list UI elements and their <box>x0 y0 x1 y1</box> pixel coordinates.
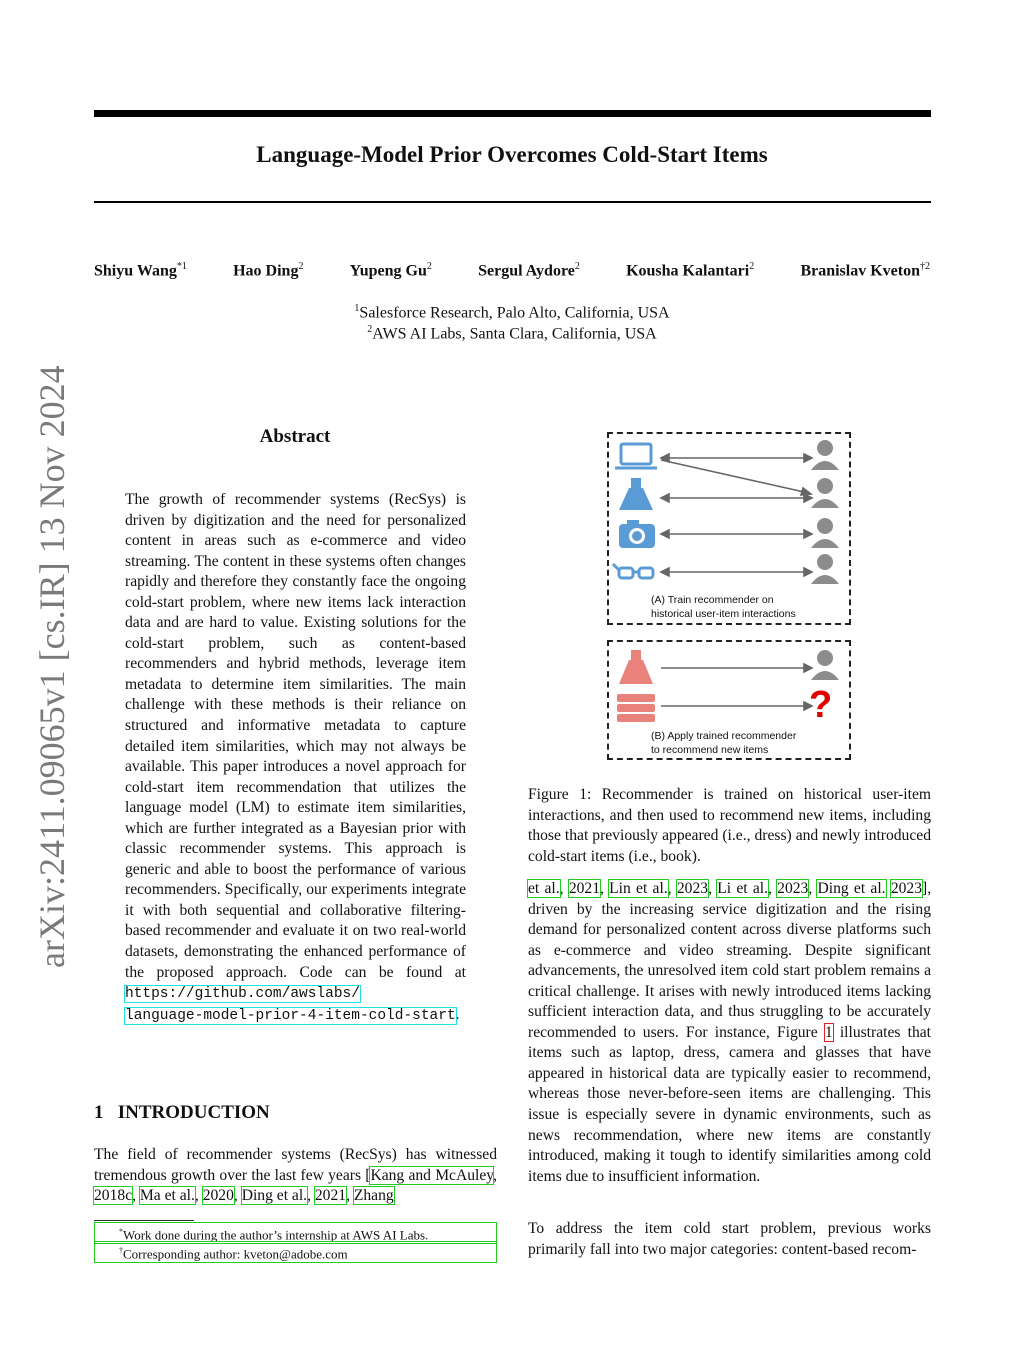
footnote-rule <box>94 1220 194 1221</box>
unknown-user-question-mark: ? <box>809 684 833 726</box>
user-icon <box>811 650 839 680</box>
citation-link[interactable]: Lin et al. <box>609 880 668 897</box>
citation-link[interactable]: 2021 <box>314 1187 347 1205</box>
author: Hao Ding$^2$ <box>233 261 304 280</box>
figure-reference-link[interactable]: 1 <box>824 1023 833 1041</box>
user-icons <box>811 440 839 584</box>
panel-b <box>607 640 851 760</box>
section-heading: 1 INTRODUCTION <box>94 1102 270 1123</box>
citation-link[interactable]: 2023 <box>890 880 923 897</box>
affiliation: $^2$AWS AI Labs, Santa Clara, California, USA <box>367 324 657 343</box>
author: Yupeng Gu$^2$ <box>349 261 432 280</box>
citation-link[interactable]: Ding et al. <box>241 1187 308 1205</box>
author: Shiyu Wang$^{*1}$ <box>94 261 187 280</box>
footnote[interactable]: *Work done during the author’s internship at AWS AI Labs. <box>94 1222 497 1244</box>
panel-b-caption: (B) Apply trained recommender to recommend new items <box>651 730 797 756</box>
camera-icon <box>619 520 655 548</box>
author: Branislav Kveton$^{\dagger 2}$ <box>800 261 930 280</box>
citation-link[interactable]: 2018c <box>94 1187 133 1205</box>
citation-link[interactable]: et al. <box>528 880 560 897</box>
arxiv-identifier: arXiv:2411.09065v1 [cs.IR] 13 Nov 2024 <box>32 365 72 968</box>
abstract-heading: Abstract <box>259 426 331 447</box>
abstract-body: The growth of recommender systems (RecSys) is driven by digitization and the need for personalized content in areas such as e-commerce and video streaming. The content in these systems often changes rapidly and therefore they constantly face the ongoing cold-start problem, where new items lack interaction data and are hard to value. Existing solutions for the cold-start problem, such as content-based recommenders and hybrid methods, leverage item metadata to determine item similarities. The main challenge with these methods is their reliance on structured and informative metadata to capture detailed item similarities, which may not always be available. This paper introduces a novel approach for cold-start item recommendation that utilizes the language model (LM) to estimate item similarities, which are further integrated as a Bayesian prior with classic recommender systems. This approach is generic and able to boost the performance of various recommenders. Specifically, our experiments integrate it with both sequential and collaborative filtering-based recommender and evaluate it on two real-world datasets, demonstrating the enhanced performance of the proposed approach. Code can be found at https://github.com/awslabs/ language-model-prior-4-item-cold-start. <box>125 491 466 1024</box>
intro-paragraph: The field of recommender systems (RecSys) has witnessed tremendous growth over the last few years [Kang and McAuley, 2018c, Ma et al., 2020, Ding et al., 2021, Zhang <box>94 1146 497 1205</box>
citation-link[interactable]: 2023 <box>676 880 709 897</box>
code-link[interactable]: https://github.com/awslabs/ <box>125 986 360 1003</box>
glasses-icon <box>613 564 653 578</box>
intro-continued-paragraph: et al., 2021, Lin et al., 2023, Li et al., 2023, Ding et al. 2023], driven by the increasing service digitization and the rising demand for personalized content across diverse platforms such as e-commerce and video streaming. Despite significant advancements, the unresolved item cold start problem remains a critical challenge. It arises with newly introduced items lacking sufficient interaction data, and thus struggling to be accurately recommended to users. For instance, Figure 1 illustrates that items such as laptop, dress, camera and glasses that have appeared in historical data are typically easier to recommend, whereas those never-before-seen items are challenging. This issue is especially severe in dynamic environments, such as news recommendation, where new items are constantly introduced, making it tough to identify similarities among cold items due to insufficient information. <box>528 880 932 1185</box>
laptop-icon <box>615 444 657 468</box>
panel-a <box>607 432 851 625</box>
author: Kousha Kalantari$^2$ <box>626 261 755 280</box>
recommend-arrows <box>661 664 812 710</box>
citation-link[interactable]: 2023 <box>777 880 809 897</box>
citation-link[interactable]: Ding et al. <box>817 880 886 897</box>
code-link[interactable]: language-model-prior-4-item-cold-start <box>125 1007 456 1024</box>
affiliation: $^1$Salesforce Research, Palo Alto, California, USA <box>354 303 670 322</box>
dress-icon <box>619 478 653 510</box>
top-rule <box>94 110 931 117</box>
figure-caption: Figure 1: Recommender is trained on historical user-item interactions, and then used to recommend new items, including those that previously appeared (i.e., dress) and newly introduced cold-start items (i.e., book). <box>528 786 931 865</box>
citation-link[interactable]: Zhang <box>353 1187 394 1205</box>
citation-link[interactable]: 2021 <box>568 880 600 897</box>
citation-link[interactable]: Kang and McAuley <box>370 1166 494 1184</box>
citation-link[interactable]: 2020 <box>202 1187 234 1205</box>
author: Sergul Aydore$^2$ <box>478 261 580 280</box>
paragraph: To address the item cold start problem, previous works primarily fall into two major categories: content-based recom- <box>528 1220 931 1258</box>
paper-title: Language-Model Prior Overcomes Cold-Start Items <box>256 142 768 167</box>
citation-link[interactable]: Ma et al. <box>139 1187 195 1205</box>
panel-a-caption: (A) Train recommender on historical user-item interactions <box>651 594 796 620</box>
dress-icon <box>619 650 653 684</box>
citation-link[interactable]: Li et al. <box>717 880 768 897</box>
interaction-arrows <box>661 454 812 576</box>
footnote[interactable]: †Corresponding author: kveton@adobe.com <box>94 1241 497 1263</box>
author-list <box>94 261 930 280</box>
book-icon <box>617 694 655 722</box>
title-rule <box>94 201 931 203</box>
